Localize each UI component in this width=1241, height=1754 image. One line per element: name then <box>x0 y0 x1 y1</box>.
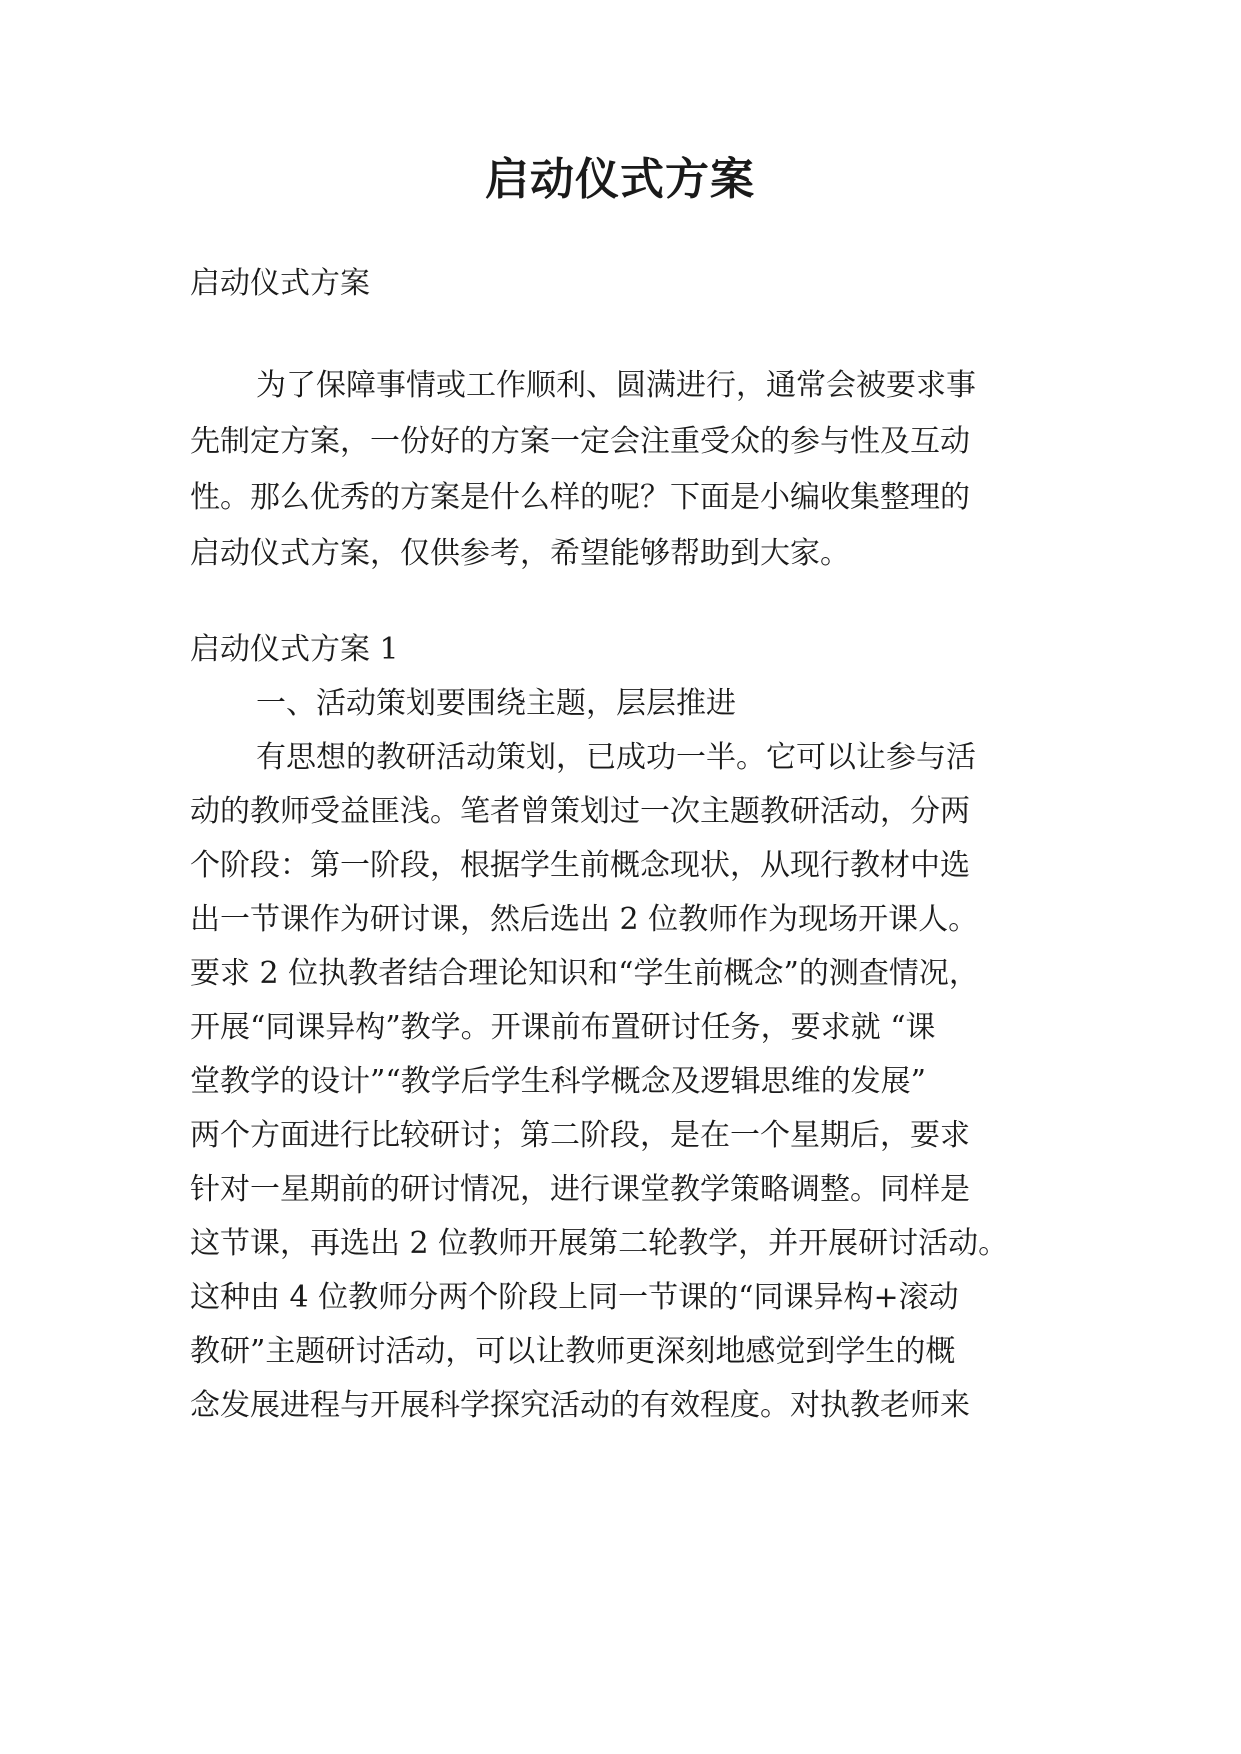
body-line: 出一节课作为研讨课，然后选出 2 位教师作为现场开课人。 <box>190 902 979 937</box>
body-line: 动的教师受益匪浅。笔者曾策划过一次主题教研活动，分两 <box>190 794 970 829</box>
body-line: 开展“同课异构”教学。开课前布置研讨任务，要求就 “课 <box>190 1010 936 1045</box>
intro-line: 先制定方案，一份好的方案一定会注重受众的参与性及互动 <box>190 424 970 459</box>
intro-line: 为了保障事情或工作顺利、圆满进行，通常会被要求事 <box>256 368 976 403</box>
body-line: 念发展进程与开展科学探究活动的有效程度。对执教老师来 <box>190 1388 970 1423</box>
body-line: 教研”主题研讨活动，可以让教师更深刻地感觉到学生的概 <box>190 1334 956 1369</box>
body-line: 堂教学的设计”“教学后学生科学概念及逻辑思维的发展” <box>190 1064 927 1099</box>
body-line: 有思想的教研活动策划，已成功一半。它可以让参与活 <box>256 740 976 775</box>
body-line: 个阶段：第一阶段，根据学生前概念现状，从现行教材中选 <box>190 848 970 883</box>
intro-line: 性。那么优秀的方案是什么样的呢？下面是小编收集整理的 <box>190 480 970 515</box>
document-title: 启动仪式方案 <box>485 154 755 205</box>
body-line: 这种由 4 位教师分两个阶段上同一节课的“同课异构+滚动 <box>190 1280 959 1315</box>
section-heading: 一、活动策划要围绕主题，层层推进 <box>256 686 736 721</box>
body-line: 这节课，再选出 2 位教师开展第二轮教学，并开展研讨活动。 <box>190 1226 1009 1261</box>
body-line: 要求 2 位执教者结合理论知识和“学生前概念”的测查情况， <box>190 956 979 991</box>
document-subtitle: 启动仪式方案 <box>190 266 370 301</box>
intro-line: 启动仪式方案，仅供参考，希望能够帮助到大家。 <box>190 536 850 571</box>
body-line: 针对一星期前的研讨情况，进行课堂教学策略调整。同样是 <box>190 1172 970 1207</box>
body-line: 两个方面进行比较研讨；第二阶段，是在一个星期后，要求 <box>190 1118 970 1153</box>
section-title: 启动仪式方案 1 <box>190 632 399 667</box>
